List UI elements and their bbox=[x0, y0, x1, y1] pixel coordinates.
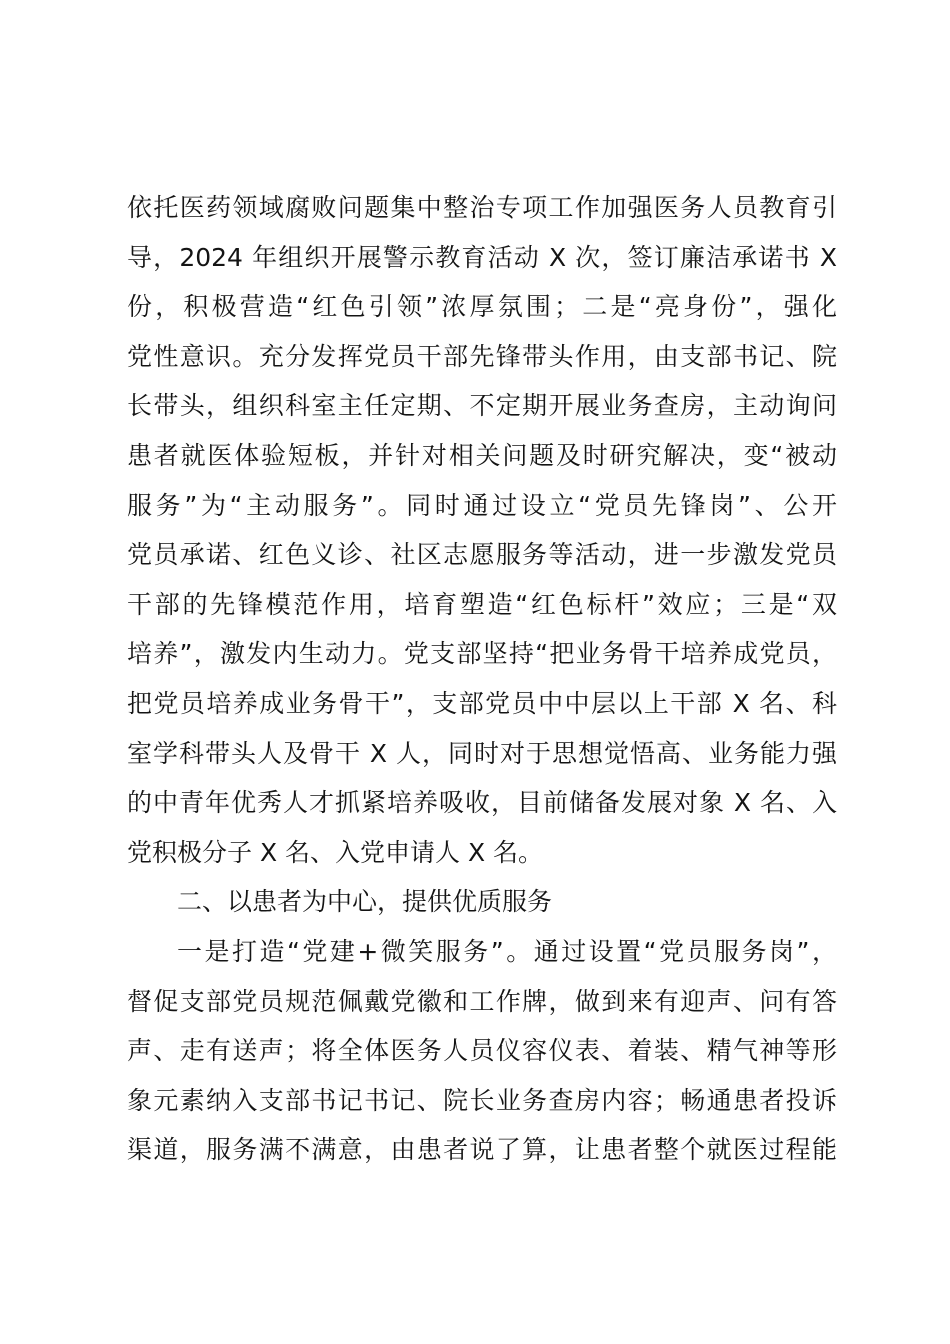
text-line: 份，积极营造“红色引领”浓厚氛围；二是“亮身份”，强化 bbox=[127, 292, 837, 322]
text-line: 干部的先锋模范作用，培育塑造“红色标杆”效应；三是“双 bbox=[127, 589, 837, 619]
text-line: 依托医药领域腐败问题集中整治专项工作加强医务人员教育引 bbox=[127, 193, 837, 222]
text-line: 声、走有送声；将全体医务人员仪容仪表、着装、精气神等形 bbox=[127, 1036, 837, 1066]
text-line: 培养”，激发内生动力。党支部坚持“把业务骨干培养成党员， bbox=[127, 639, 837, 669]
text-line: 室学科带头人及骨干 X 人，同时对于思想觉悟高、业务能力强 bbox=[127, 738, 837, 768]
text-line: 党积极分子 X 名、入党申请人 X 名。 bbox=[127, 837, 544, 867]
text-line: 党员承诺、红色义诊、社区志愿服务等活动，进一步激发党员 bbox=[127, 540, 837, 570]
text-line: 渠道，服务满不满意，由患者说了算，让患者整个就医过程能 bbox=[127, 1135, 837, 1165]
text-line: 象元素纳入支部书记书记、院长业务查房内容；畅通患者投诉 bbox=[127, 1085, 837, 1115]
text-line: 党性意识。充分发挥党员干部先锋带头作用，由支部书记、院 bbox=[127, 341, 837, 371]
text-line: 的中青年优秀人才抓紧培养吸收，目前储备发展对象 X 名、入 bbox=[127, 788, 837, 818]
text-line: 把党员培养成业务骨干”，支部党员中中层以上干部 X 名、科 bbox=[127, 688, 837, 718]
text-line: 督促支部党员规范佩戴党徽和工作牌，做到来有迎声、问有答 bbox=[127, 986, 837, 1016]
text-line: 一是打造“党建+微笑服务”。通过设置“党员服务岗”， bbox=[177, 936, 837, 966]
section-heading: 二、以患者为中心，提供优质服务 bbox=[177, 887, 553, 917]
text-line: 服务”为“主动服务”。同时通过设立“党员先锋岗”、公开 bbox=[127, 490, 837, 520]
document-body bbox=[127, 183, 837, 1175]
text-line: 长带头，组织科室主任定期、不定期开展业务查房，主动询问 bbox=[127, 391, 837, 421]
text-line: 导，2024 年组织开展警示教育活动 X 次，签订廉洁承诺书 X bbox=[127, 242, 837, 272]
text-line: 患者就医体验短板，并针对相关问题及时研究解决，变“被动 bbox=[127, 440, 837, 470]
